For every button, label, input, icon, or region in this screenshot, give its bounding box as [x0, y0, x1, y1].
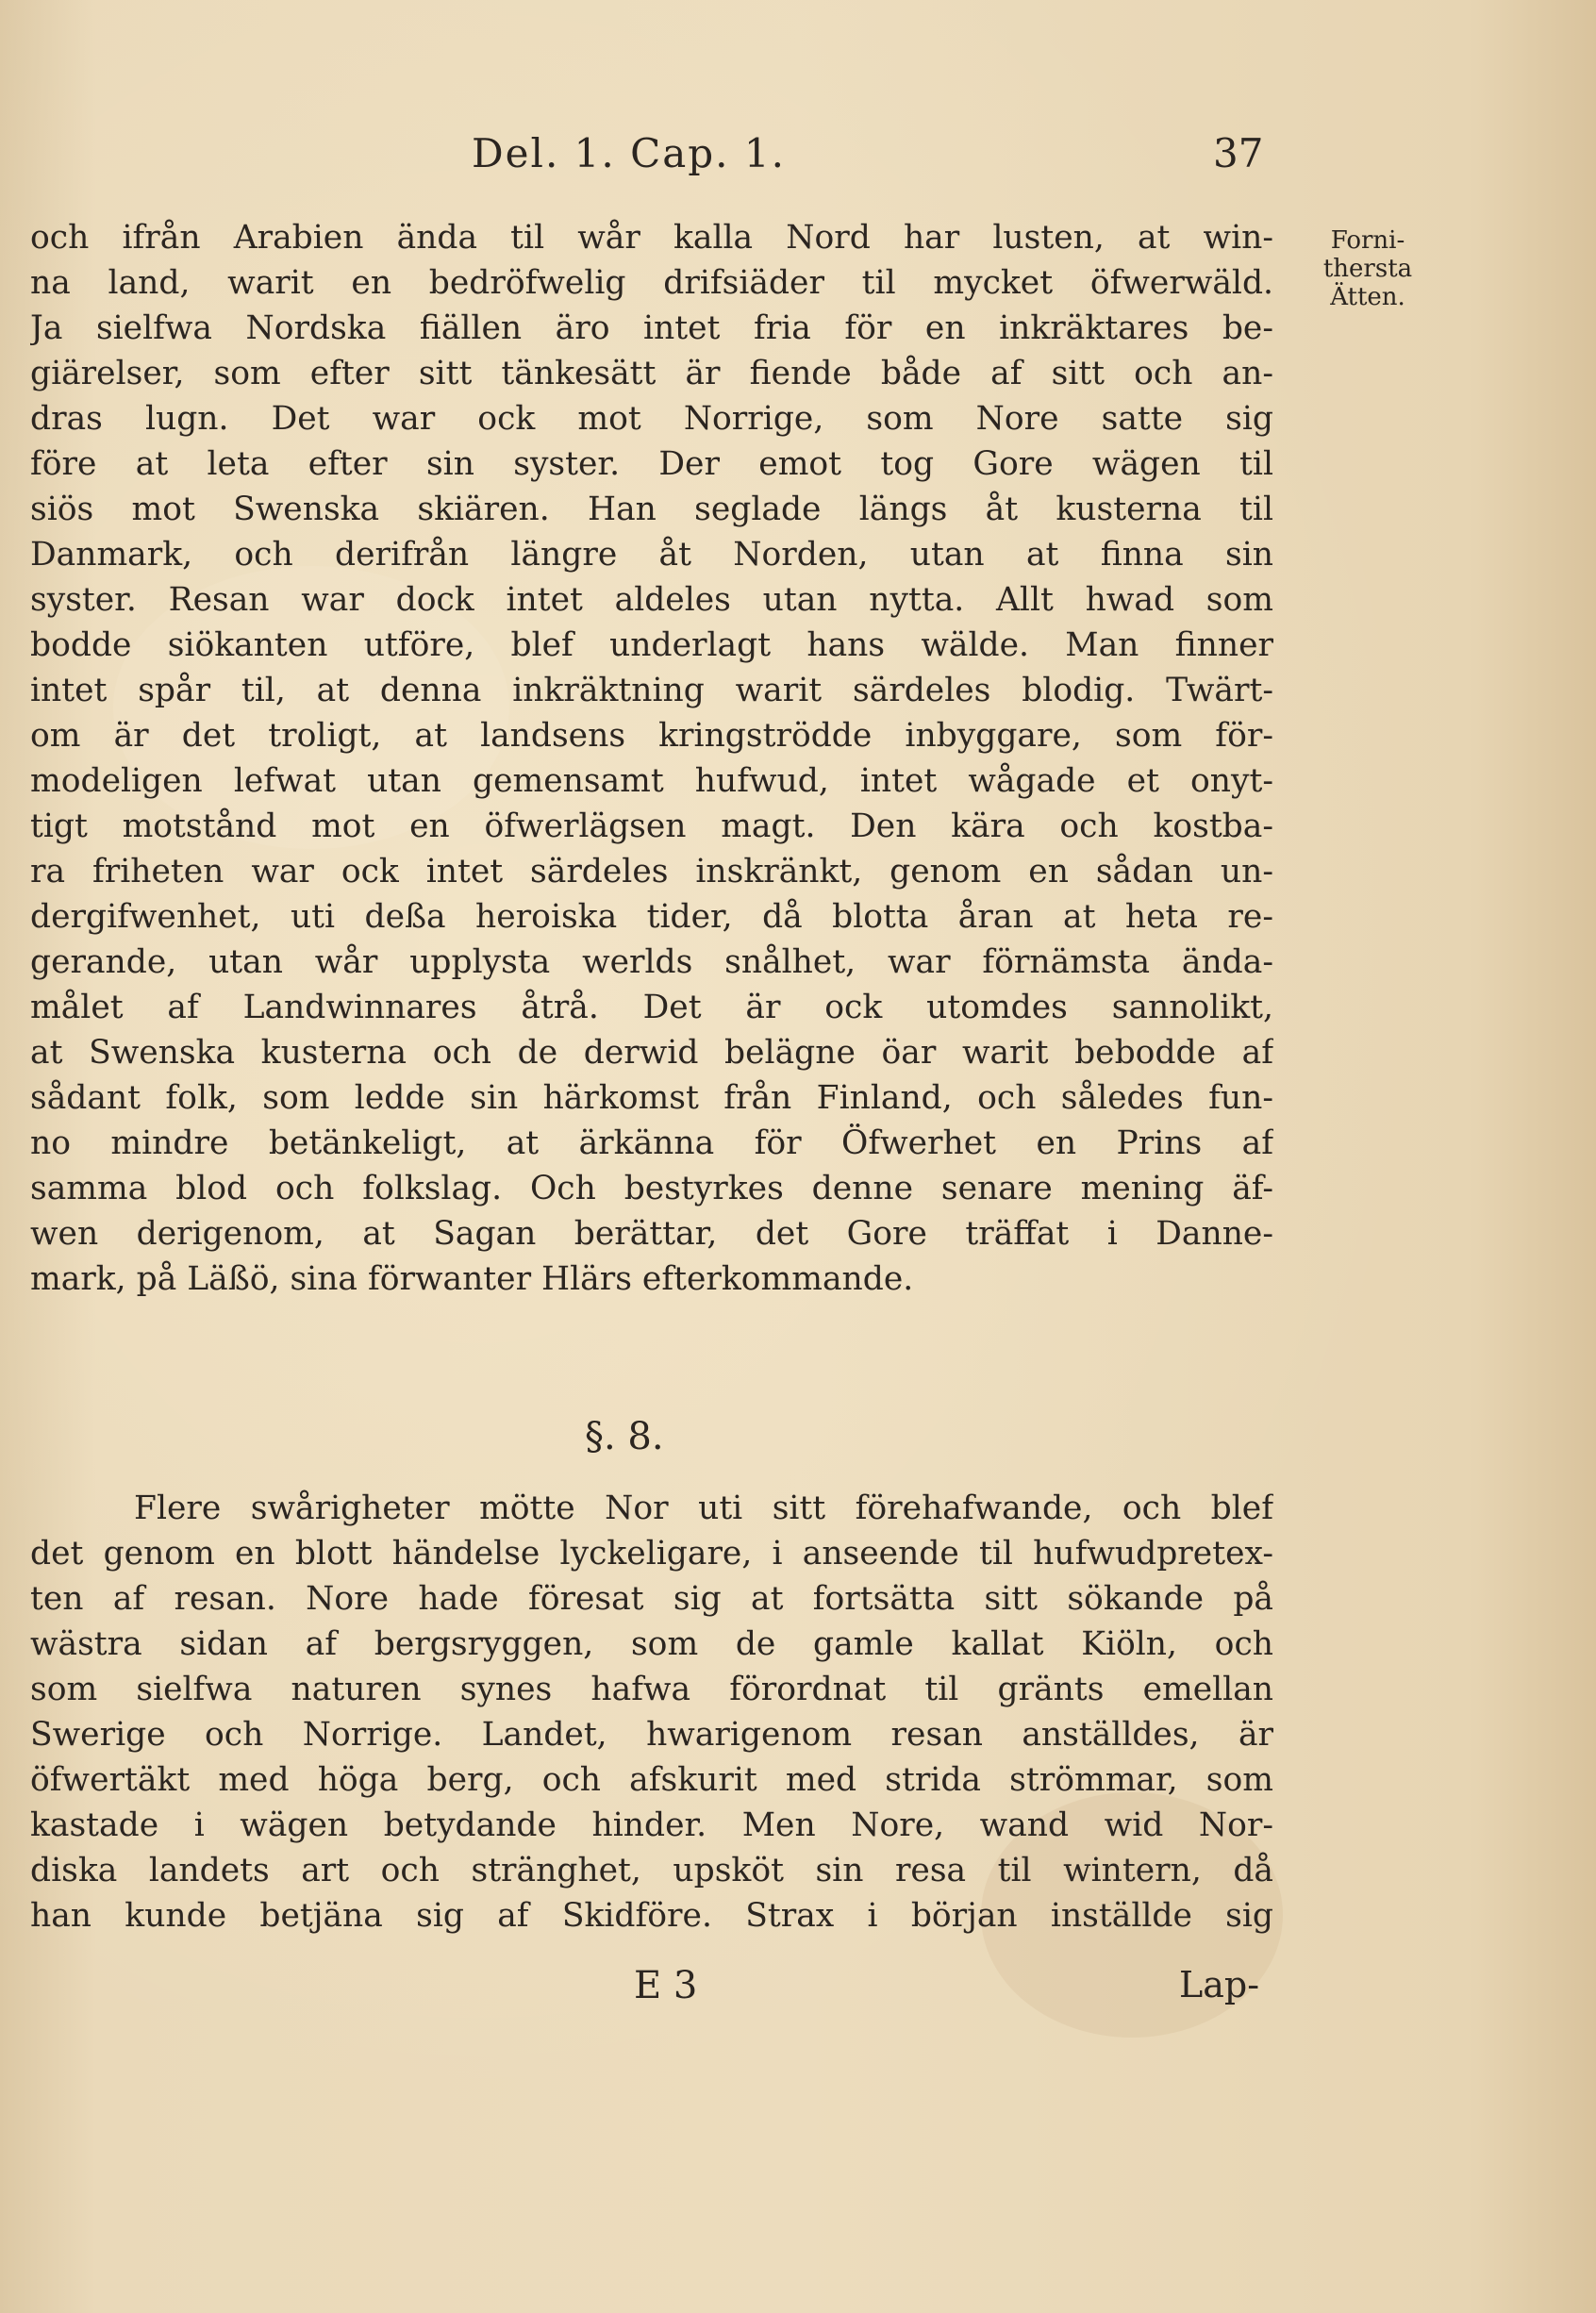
text-line: syster. Resan war dock intet aldeles utan nytta. Allt hwad som	[30, 581, 1273, 619]
text-line: na land, warit en bedröfwelig drifsiäder til mycket öfwerwäld.	[30, 264, 1273, 302]
text-line: gerande, utan wår upplysta werlds snålhet, war förnämsta ända-	[30, 943, 1273, 981]
text-line: som sielfwa naturen synes hafwa förordnat til gränts emellan	[30, 1671, 1273, 1708]
text-line: mark, på Läßö, sina förwanter Hlärs efterkommande.	[30, 1260, 914, 1298]
text-line: det genom en blott händelse lyckeligare, i anseende til hufwudpretex-	[30, 1535, 1273, 1573]
text-line: no mindre betänkeligt, at ärkänna för Öfwerhet en Prins af	[30, 1124, 1273, 1162]
text-line: ten af resan. Nore hade föresat sig at fortsätta sitt sökande på	[30, 1580, 1273, 1618]
text-line: före at leta efter sin syster. Der emot tog Gore wägen til	[30, 445, 1273, 483]
margin-note-line: Ätten.	[1330, 283, 1405, 311]
text-line: ra friheten war ock intet särdeles inskränkt, genom en sådan un-	[30, 853, 1273, 890]
text-line: wen derigenom, at Sagan berättar, det Gore träffat i Danne-	[30, 1215, 1273, 1253]
margin-note-line: thersta	[1322, 255, 1413, 283]
text-line: samma blod och folkslag. Och bestyrkes denne senare mening äf-	[30, 1170, 1273, 1207]
text-line: Danmark, och derifrån längre åt Norden, utan at finna sin	[30, 536, 1273, 574]
text-line: dras lugn. Det war ock mot Norrige, som Nore satte sig	[30, 400, 1273, 438]
text-line: wästra sidan af bergsryggen, som de gamle kallat Kiöln, och	[30, 1625, 1273, 1663]
text-line: dergifwenhet, uti deßa heroiska tider, då blotta åran at heta re-	[30, 898, 1273, 936]
margin-note-line: Forni-	[1330, 226, 1405, 255]
text-line: tigt motstånd mot en öfwerlägsen magt. Den kära och kostba-	[30, 807, 1273, 845]
text-line: diska landets art och stränghet, upsköt sin resa til wintern, då	[30, 1852, 1273, 1889]
text-line: modeligen lefwat utan gemensamt hufwud, intet wågade et onyt-	[30, 762, 1273, 800]
running-title: Del. 1. Cap. 1.	[472, 130, 786, 176]
text-line: bodde siökanten utföre, blef underlagt hans wälde. Man finner	[30, 626, 1273, 664]
text-line: siös mot Swenska skiären. Han seglade längs åt kusterna til	[30, 491, 1273, 528]
paragraph-1	[30, 215, 1273, 1302]
catchword: Lap-	[1179, 1964, 1260, 2005]
text-line: om är det troligt, at landsens kringströdde inbyggare, som för-	[30, 717, 1273, 755]
text-line: sådant folk, som ledde sin härkomst från Finland, och således fun-	[30, 1079, 1273, 1117]
text-line: Flere swårigheter mötte Nor uti sitt förehafwande, och blef	[134, 1489, 1273, 1527]
text-line: Ja sielfwa Nordska fiällen äro intet fria för en inkräktares be-	[30, 309, 1273, 347]
section-heading: §. 8.	[585, 1415, 664, 1458]
page-number: 37	[1213, 130, 1264, 176]
paragraph-2	[30, 1486, 1273, 1939]
signature-mark: E 3	[634, 1964, 698, 2007]
text-line: och ifrån Arabien ända til wår kalla Nord har lusten, at win-	[30, 219, 1273, 257]
text-line: öfwertäkt med höga berg, och afskurit med strida strömmar, som	[30, 1761, 1273, 1799]
text-line: Swerige och Norrige. Landet, hwarigenom resan anställdes, är	[30, 1716, 1273, 1754]
text-line: giärelser, som efter sitt tänkesätt är fiende både af sitt och an-	[30, 355, 1273, 392]
text-line: han kunde betjäna sig af Skidföre. Strax i början inställde sig	[30, 1897, 1273, 1935]
text-line: intet spår til, at denna inkräktning warit särdeles blodig. Twärt-	[30, 672, 1273, 709]
text-line: målet af Landwinnares åtrå. Det är ock utomdes sannolikt,	[30, 989, 1273, 1026]
text-line: kastade i wägen betydande hinder. Men Nore, wand wid Nor-	[30, 1806, 1273, 1844]
margin-note	[1302, 226, 1434, 311]
text-line: at Swenska kusterna och de derwid belägne öar warit bebodde af	[30, 1034, 1273, 1072]
